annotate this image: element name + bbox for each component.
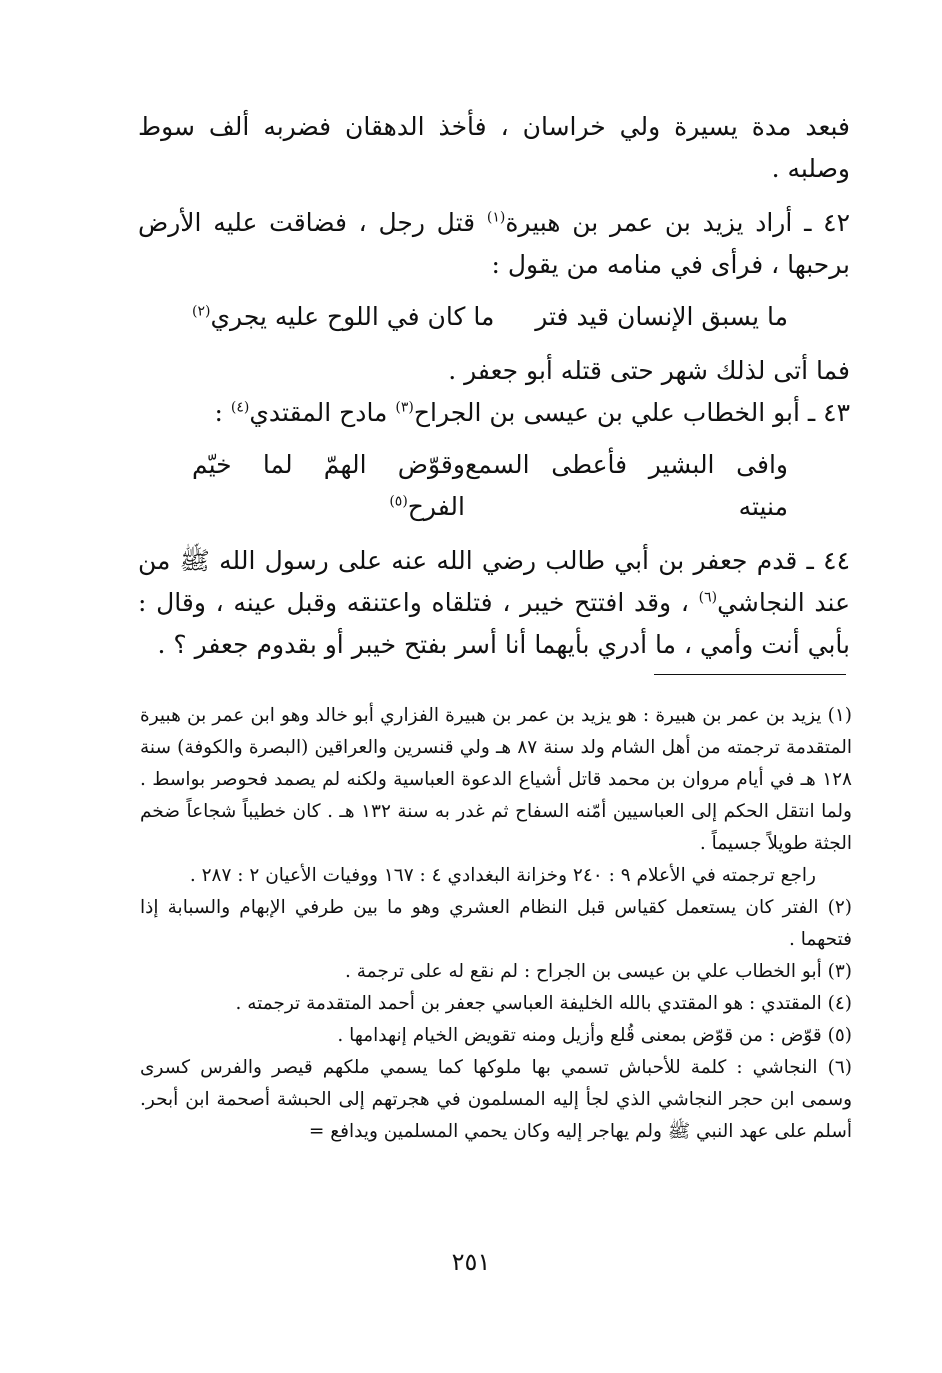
page-number: ٢٥١ bbox=[451, 1248, 491, 1276]
paragraph-43-text-a: ٤٣ ـ أبو الخطاب علي بن عيسى بن الجراح bbox=[413, 398, 850, 427]
paragraph-42 bbox=[138, 202, 850, 286]
verse-2-second-hemistich: وقوّض الهمّ لما خيّم الفرح bbox=[192, 450, 465, 521]
footnote-3: (٣) أبو الخطاب علي بن عيسى بن الجراح : لم نقع له على ترجمة . bbox=[344, 961, 852, 982]
verse-1 bbox=[192, 296, 788, 338]
footnote-5: (٥) قوّض : من قوّض بمعنى قُلع وأزيل ومنه تقويض الخيام إنهدامها . bbox=[337, 1025, 852, 1046]
verse-2 bbox=[192, 444, 788, 528]
footnote-separator bbox=[654, 674, 846, 675]
paragraph-43-text-b: مادح المقتدي bbox=[249, 398, 396, 427]
footnote-1-continuation: راجع ترجمته في الأعلام ٩ : ٢٤٠ وخزانة البغدادي ٤ : ١٦٧ ووفيات الأعيان ٢ : ٢٨٧ . bbox=[189, 865, 816, 886]
footnote-ref-6[interactable]: (٦) bbox=[698, 589, 718, 606]
paragraph-43 bbox=[138, 392, 850, 434]
paragraph-after-verse: فما أتى لذلك شهر حتى قتله أبو جعفر . bbox=[448, 356, 850, 385]
footnote-1: (١) يزيد بن عمر بن هبيرة : هو يزيد بن عمر بن هبيرة الفزاري أبو خالد وهو ابن عمر بن هبيرة المتقدمة ترجمته من أهل الشام ولد سنة ٨٧ هـ ولي قنسرين والعراقين (البصرة والكوفة) سنة ١٢٨ هـ في أيام مروان بن محمد قاتل أشياع الدعوة العباسية ولكنه لم يصمد فحوصر بواسط . ولما انتقل الحكم إلى العباسيين أمّنه السفاح ثم غدر به سنة ١٣٢ هـ . كان خطيباً شجاعاً ضخم الجثة طويلاً جسيماً . bbox=[140, 705, 852, 854]
footnote-ref-1[interactable]: (١) bbox=[486, 209, 506, 226]
footnote-2: (٢) الفتر كان يستعمل كقياس قبل النظام العشري وهو ما بين طرفي الإبهام والسبابة إذا فتحهما . bbox=[140, 897, 852, 950]
footnote-ref-3[interactable]: (٣) bbox=[395, 399, 414, 416]
paragraph-43-text-c: : bbox=[214, 398, 231, 427]
footnote-4: (٤) المقتدي : هو المقتدي بالله الخليفة العباسي جعفر بن أحمد المتقدمة ترجمته . bbox=[235, 993, 852, 1014]
footnote-ref-4[interactable]: (٤) bbox=[230, 399, 250, 416]
main-text bbox=[138, 106, 850, 666]
paragraph-44-text-end: ، وقد افتتح خيبر ، فتلقاه واعتنقه وقبل عينه ، وقال : بأبي أنت وأمي ، ما أدري بأيهما أنا أسر بفتح خيبر أو بقدوم جعفر ؟ . bbox=[138, 588, 850, 659]
verse-2-second-hemistich-wrap bbox=[192, 444, 465, 528]
footnotes bbox=[140, 700, 852, 1148]
verse-1-first-hemistich: ما يسبق الإنسان قيد فتر bbox=[535, 302, 788, 331]
paragraph-42-text-start: ٤٢ ـ أراد يزيد بن عمر بن هبيرة bbox=[505, 208, 851, 237]
footnote-ref-2[interactable]: (٢) bbox=[192, 303, 211, 320]
verse-1-second-hemistich: ما كان في اللوح عليه يجري bbox=[210, 302, 495, 331]
footnote-ref-5[interactable]: (٥) bbox=[389, 493, 408, 510]
footnote-6: (٦) النجاشي : كلمة للأحباش تسمي بها ملوكها كما يسمي ملكهم قيصر والفرس كسرى وسمى ابن حجر النجاشي الذي لجأ إليه المسلمون في هجرتهم إلى الحبشة أصحمة ابن أبحر. أسلم على عهد النبي ﷺ ولم يهاجر إليه وكان يحمي المسلمين ويدافع = bbox=[140, 1057, 852, 1142]
verse-1-second-hemistich-wrap bbox=[192, 296, 494, 338]
paragraph-44 bbox=[138, 540, 850, 666]
verse-2-first-hemistich: وافى البشير فأعطى السمع منيته bbox=[464, 450, 788, 521]
paragraph-1: فبعد مدة يسيرة ولي خراسان ، فأخذ الدهقان فضربه ألف سوط وصلبه . bbox=[138, 112, 850, 183]
paragraph-44-text-start: ٤٤ ـ قدم جعفر بن أبي طالب رضي الله عنه على رسول الله ﷺ من عند النجاشي bbox=[138, 546, 850, 617]
paragraph-42-text-end: قتل رجل ، فضاقت عليه الأرض برحبها ، فرأى في منامه من يقول : bbox=[138, 208, 850, 279]
